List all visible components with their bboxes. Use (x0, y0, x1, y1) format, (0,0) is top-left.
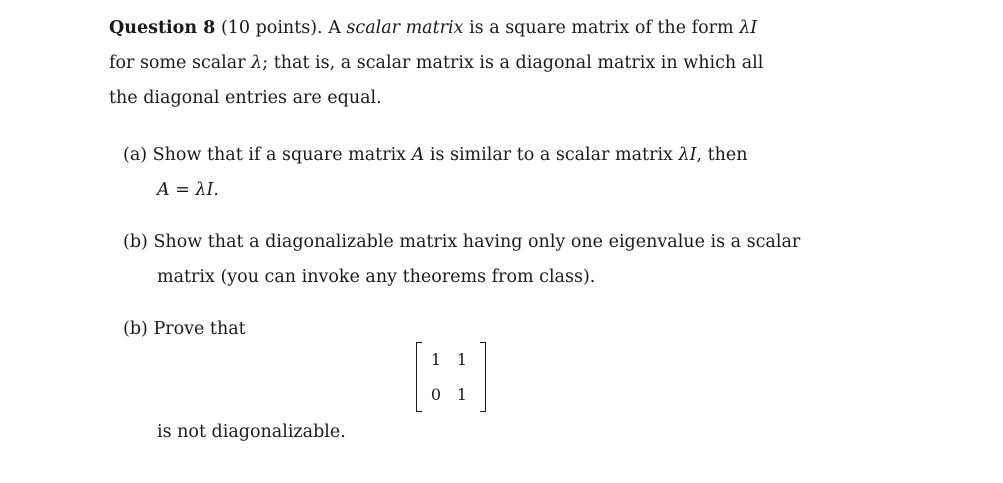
part-c-text: Prove that (153, 319, 246, 339)
question-line-2 (109, 52, 763, 74)
part-b-text-2: matrix (you can invoke any theorems from class). (157, 267, 596, 287)
matrix-cell: 1 (456, 350, 468, 369)
part-c-line-1 (123, 318, 246, 340)
part-c-line-2 (157, 421, 346, 443)
part-c-text-2: is not diagonalizable. (157, 422, 346, 442)
part-a-text-a: Show that if a square matrix (152, 145, 407, 165)
lambda-i-math: λI (739, 18, 758, 38)
matrix-left-bracket (416, 342, 422, 412)
part-b-line-2 (157, 266, 595, 288)
part-b-line-1 (123, 231, 800, 253)
part-a-text-c: , then (696, 145, 748, 165)
part-b-label: (b) (123, 232, 148, 252)
part-a-line-2 (157, 179, 219, 201)
part-a-equation: A = λI. (157, 180, 219, 200)
matrix-cell: 1 (456, 385, 468, 404)
matrix-cell: 0 (430, 385, 442, 404)
question-points: (10 points). (220, 18, 323, 38)
matrix-cell: 1 (430, 350, 442, 369)
question-line-1 (109, 17, 757, 39)
question-line-3 (109, 87, 382, 109)
matrix-display (416, 342, 486, 412)
question-line2-a: for some scalar (109, 53, 246, 73)
lambda-i-math: λI (678, 145, 697, 165)
question-intro-b: is a square matrix of the form (469, 18, 734, 38)
question-line2-b: ; that is, a scalar matrix is a diagonal matrix in which all (262, 53, 764, 73)
matrix-a-math: A (411, 145, 425, 165)
part-a-text-b: is similar to a scalar matrix (429, 145, 673, 165)
question-intro-a: A (328, 18, 341, 38)
lambda-math: λ (251, 53, 263, 73)
matrix-right-bracket (480, 342, 486, 412)
part-a-label: (a) (123, 145, 148, 165)
question-label: Question 8 (109, 18, 216, 38)
scalar-matrix-term: scalar matrix (346, 18, 464, 38)
part-b-text: Show that a diagonalizable matrix having only one eigenvalue is a scalar (153, 232, 801, 252)
part-c-label: (b) (123, 319, 148, 339)
part-a-line-1 (123, 144, 748, 166)
question-line3: the diagonal entries are equal. (109, 88, 382, 108)
